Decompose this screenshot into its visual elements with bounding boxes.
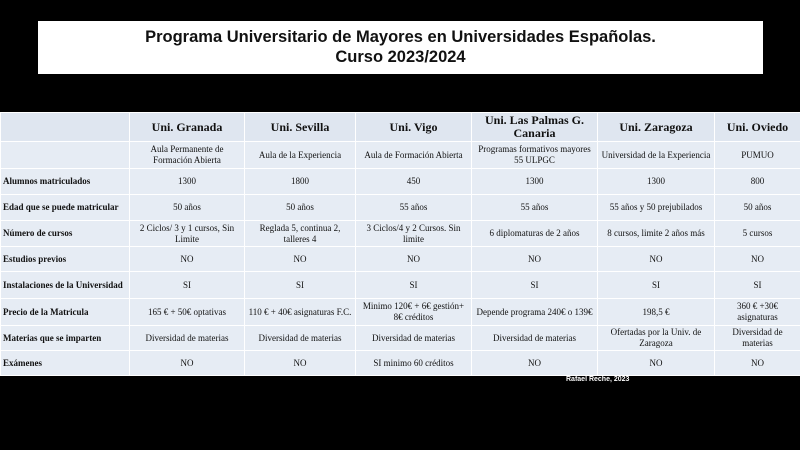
title-line-2: Curso 2023/2024 [335,48,466,66]
row-label: Materias que se imparten [1,326,130,351]
table-row [1,299,800,326]
col-header: Uni. Zaragoza [598,113,715,142]
table-row [1,169,800,195]
table-cell: 8 cursos, limite 2 años más [598,221,715,247]
table-row [1,326,800,351]
table-cell: SI [472,272,598,299]
row-label: Instalaciones de la Universidad [1,272,130,299]
table-cell: 110 € + 40€ asignaturas F.C. [245,299,356,326]
author-credit: Rafael Reche, 2023 [566,376,630,383]
table-cell: SI [130,272,245,299]
col-header: Uni. Sevilla [245,113,356,142]
table-cell: NO [245,351,356,376]
header-row [1,113,800,142]
table-cell: NO [598,351,715,376]
table-cell: Depende programa 240€ o 139€ [472,299,598,326]
table-cell: SI [598,272,715,299]
table-cell: NO [598,247,715,272]
table-cell: 3 Ciclos/4 y 2 Cursos. Sin limite [356,221,472,247]
program-name-cell: PUMUO [715,142,800,169]
col-header: Uni. Las Palmas G. Canaria [472,113,598,142]
table-cell: 198,5 € [598,299,715,326]
table-row [1,195,800,221]
table-cell: 1300 [598,169,715,195]
table-cell: 55 años y 50 prejubilados [598,195,715,221]
table-cell: Minimo 120€ + 6€ gestión+ 8€ créditos [356,299,472,326]
table-cell: 6 diplomaturas de 2 años [472,221,598,247]
col-header: Uni. Oviedo [715,113,800,142]
table-cell: Ofertadas por la Univ. de Zaragoza [598,326,715,351]
table-cell: NO [245,247,356,272]
table-cell: 360 € +30€ asignaturas [715,299,800,326]
table-cell: 2 Ciclos/ 3 y 1 cursos, Sin Limite [130,221,245,247]
table-cell: NO [472,247,598,272]
table-cell: 1300 [472,169,598,195]
row-label: Precio de la Matricula [1,299,130,326]
row-label: Número de cursos [1,221,130,247]
program-name-cell: Programas formativos mayores 55 ULPGC [472,142,598,169]
table-cell: 450 [356,169,472,195]
table-cell: 55 años [472,195,598,221]
program-name-cell: Aula de la Experiencia [245,142,356,169]
table-row [1,272,800,299]
table-row [1,351,800,376]
table-cell: 1800 [245,169,356,195]
table-cell: NO [356,247,472,272]
table-cell: NO [715,351,800,376]
row-label: Edad que se puede matricular [1,195,130,221]
title-line-1: Programa Universitario de Mayores en Universidades Españolas. [145,28,656,46]
table-cell: SI minimo 60 créditos [356,351,472,376]
table-cell: SI [715,272,800,299]
row-label-empty [1,142,130,169]
row-label: Alumnos matriculados [1,169,130,195]
title-box [38,21,763,74]
table-cell: Diversidad de materias [356,326,472,351]
table-row [1,247,800,272]
table-cell: Diversidad de materias [130,326,245,351]
table-cell: NO [130,351,245,376]
table-cell: 50 años [715,195,800,221]
table-cell: 165 € + 50€ optativas [130,299,245,326]
row-label: Exámenes [1,351,130,376]
table-cell: 800 [715,169,800,195]
table-row [1,221,800,247]
table-cell: NO [130,247,245,272]
table-cell: 50 años [245,195,356,221]
comparison-table [0,112,800,376]
program-name-cell: Universidad de la Experiencia [598,142,715,169]
table-cell: NO [715,247,800,272]
header-corner [1,113,130,142]
table-cell: 1300 [130,169,245,195]
table-cell: 5 cursos [715,221,800,247]
program-name-cell: Aula de Formación Abierta [356,142,472,169]
program-name-row [1,142,800,169]
col-header: Uni. Granada [130,113,245,142]
program-name-cell: Aula Permanente de Formación Abierta [130,142,245,169]
table-cell: Reglada 5, continua 2, talleres 4 [245,221,356,247]
table-cell: Diversidad de materias [245,326,356,351]
table-cell: Diversidad de materias [715,326,800,351]
row-label: Estudios previos [1,247,130,272]
col-header: Uni. Vigo [356,113,472,142]
table-cell: SI [245,272,356,299]
table-cell: SI [356,272,472,299]
table-cell: Diversidad de materias [472,326,598,351]
table-cell: NO [472,351,598,376]
table-cell: 50 años [130,195,245,221]
table-cell: 55 años [356,195,472,221]
